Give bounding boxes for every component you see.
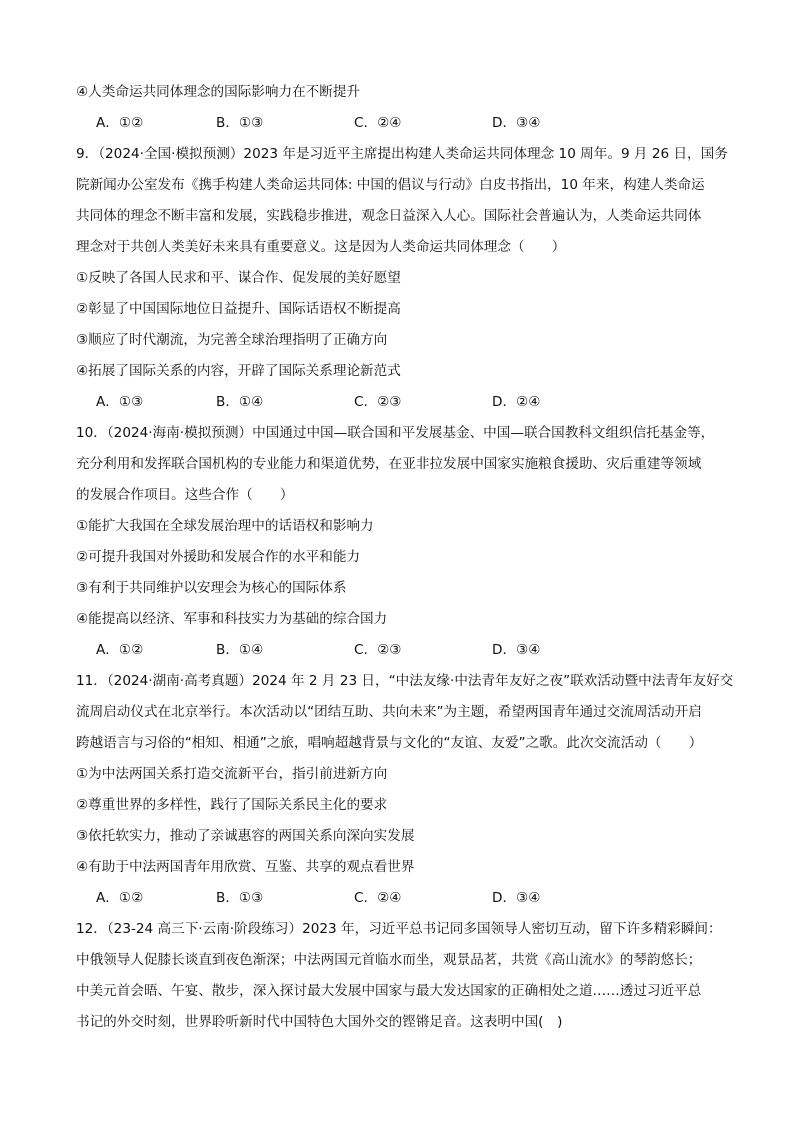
q12-stem-line-4: 书记的外交时刻，世界聆听新时代中国特色大国外交的铿锵足音。这表明中国( ): [76, 1014, 563, 1030]
q10-statement-4: ④能提高以经济、军事和科技实力为基础的综合国力: [76, 611, 388, 627]
q10-options: [96, 640, 716, 660]
prev-statement-4: ④人类命运共同体理念的国际影响力在不断提升: [76, 84, 361, 100]
prev-option-b[interactable]: B．①③: [216, 115, 264, 131]
q9-options: [96, 392, 716, 412]
q9-stem-line-1: 9．（2024·全国·模拟预测）2023 年是习近平主席提出构建人类命运共同体理念 10 周年。9 月 26 日，国务: [76, 146, 728, 162]
q11-statement-1: ①为中法两国关系打造交流新平台，指引前进新方向: [76, 766, 388, 782]
q9-statement-1: ①反映了各国人民求和平、谋合作、促发展的美好愿望: [76, 270, 401, 286]
q11-option-b[interactable]: B．①③: [216, 890, 264, 906]
prev-option-a[interactable]: A．①②: [96, 115, 144, 131]
q12-stem-line-2: 中俄领导人促膝长谈直到夜色渐深；中法两国元首临水而坐，观景品茗，共赏《高山流水》的琴韵悠长；: [76, 952, 702, 968]
q11-stem-line-3: 跨越语言与习俗的“相知、相通”之旅，唱响超越背景与文化的“友谊、友爱”之歌。此次交流活动（ ）: [76, 735, 703, 751]
q11-statement-4: ④有助于中法两国青年用欣赏、互鉴、共享的观点看世界: [76, 859, 415, 875]
q9-option-b[interactable]: B．①④: [216, 394, 264, 410]
q10-option-d[interactable]: D．③④: [492, 642, 541, 658]
q9-option-d[interactable]: D．②④: [492, 394, 541, 410]
q11-statement-3: ③依托软实力，推动了亲诚惠容的两国关系向深向实发展: [76, 828, 415, 844]
q10-stem-line-2: 充分利用和发挥联合国机构的专业能力和渠道优势，在亚非拉发展中国家实施粮食援助、灾后重建等领域: [76, 456, 702, 472]
q11-statement-2: ②尊重世界的多样性，践行了国际关系民主化的要求: [76, 797, 388, 813]
q10-statement-2: ②可提升我国对外援助和发展合作的水平和能力: [76, 549, 361, 565]
prev-options: [96, 113, 716, 133]
q9-stem-line-4: 理念对于共创人类美好未来具有重要意义。这是因为人类命运共同体理念（ ）: [76, 239, 566, 255]
q10-statement-1: ①能扩大我国在全球发展治理中的话语权和影响力: [76, 518, 374, 534]
q9-option-c[interactable]: C．②③: [354, 394, 402, 410]
q9-statement-4: ④拓展了国际关系的内容，开辟了国际关系理论新范式: [76, 363, 401, 379]
q11-option-d[interactable]: D．③④: [492, 890, 541, 906]
q12-stem-line-1: 12．（23-24 高三下·云南·阶段练习）2023 年，习近平总书记同多国领导人密切互动，留下许多精彩瞬间：: [76, 921, 722, 937]
q9-stem-line-3: 共同体的理念不断丰富和发展，实践稳步推进，观念日益深入人心。国际社会普遍认为，人类命运共同体: [76, 208, 702, 224]
q10-option-c[interactable]: C．②③: [354, 642, 402, 658]
q10-option-a[interactable]: A．①②: [96, 642, 144, 658]
q11-stem-line-2: 流周启动仪式在北京举行。本次活动以“团结互助、共向未来”为主题，希望两国青年通过交流周活动开启: [76, 704, 702, 720]
q10-stem-line-1: 10．（2024·海南·模拟预测）中国通过中国—联合国和平发展基金、中国—联合国教科文组织信托基金等，: [76, 425, 715, 441]
q10-statement-3: ③有利于共同维护以安理会为核心的国际体系: [76, 580, 347, 596]
q11-stem-line-1: 11．（2024·湖南·高考真题）2024 年 2 月 23 日，“中法友缘·中法青年友好之夜”联欢活动暨中法青年友好交: [76, 673, 734, 689]
prev-option-c[interactable]: C．②④: [354, 115, 402, 131]
q9-option-a[interactable]: A．①③: [96, 394, 144, 410]
q11-option-c[interactable]: C．②④: [354, 890, 402, 906]
q12-stem-line-3: 中美元首会晤、午宴、散步，深入探讨最大发展中国家与最大发达国家的正确相处之道……透过习近平总: [76, 983, 702, 999]
prev-option-d[interactable]: D．③④: [492, 115, 541, 131]
q9-statement-2: ②彰显了中国国际地位日益提升、国际话语权不断提高: [76, 301, 401, 317]
q10-option-b[interactable]: B．①④: [216, 642, 264, 658]
q9-statement-3: ③顺应了时代潮流，为完善全球治理指明了正确方向: [76, 332, 388, 348]
q11-options: [96, 888, 716, 908]
q10-stem-line-3: 的发展合作项目。这些合作（ ）: [76, 487, 294, 503]
q11-option-a[interactable]: A．①②: [96, 890, 144, 906]
q9-stem-line-2: 院新闻办公室发布《携手构建人类命运共同体: 中国的倡议与行动》白皮书指出，10 年来，构建人类命运: [76, 177, 705, 193]
